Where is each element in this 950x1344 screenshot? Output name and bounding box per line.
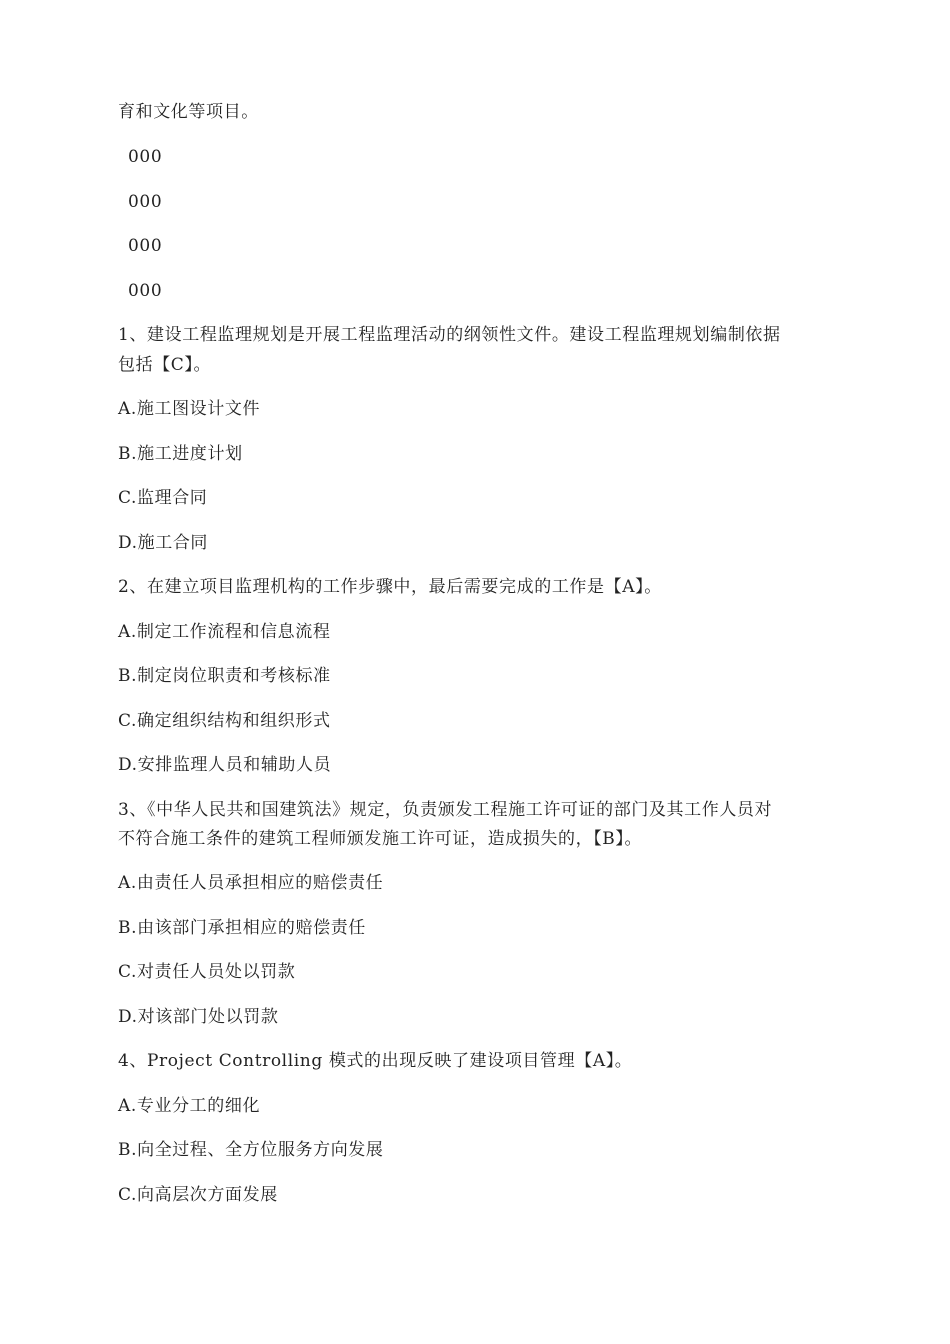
code-line: 000 xyxy=(128,281,163,301)
question-3-text-line-1: 3、《中华人民共和国建筑法》规定，负责颁发工程施工许可证的部门及其工作人员对 xyxy=(118,800,773,820)
question-1-text-line-2: 包括【C】。 xyxy=(118,355,212,375)
question-1-text-line-1: 1、建设工程监理规划是开展工程监理活动的纲领性文件。建设工程监理规划编制依据 xyxy=(118,325,781,345)
code-line: 000 xyxy=(128,147,163,167)
question-2-option-d: D.安排监理人员和辅助人员 xyxy=(118,755,332,775)
question-1-option-b: B.施工进度计划 xyxy=(118,444,243,464)
code-line: 000 xyxy=(128,236,163,256)
question-4-option-b: B.向全过程、全方位服务方向发展 xyxy=(118,1140,384,1160)
intro-continuation: 育和文化等项目。 xyxy=(118,102,259,122)
question-2-text: 2、在建立项目监理机构的工作步骤中，最后需要完成的工作是【A】。 xyxy=(118,577,662,597)
question-2-option-b: B.制定岗位职责和考核标准 xyxy=(118,666,331,686)
question-2-option-a: A.制定工作流程和信息流程 xyxy=(118,622,331,642)
question-3-option-d: D.对该部门处以罚款 xyxy=(118,1007,279,1027)
question-1-option-d: D.施工合同 xyxy=(118,533,209,553)
question-3-option-c: C.对责任人员处以罚款 xyxy=(118,962,296,982)
question-4-option-c: C.向高层次方面发展 xyxy=(118,1185,278,1205)
question-1-option-c: C.监理合同 xyxy=(118,488,208,508)
question-4-option-a: A.专业分工的细化 xyxy=(118,1096,261,1116)
question-3-text-line-2: 不符合施工条件的建筑工程师颁发施工许可证，造成损失的，【B】。 xyxy=(118,829,643,849)
question-2-option-c: C.确定组织结构和组织形式 xyxy=(118,711,331,731)
question-1-option-a: A.施工图设计文件 xyxy=(118,399,261,419)
question-4-text: 4、Project Controlling 模式的出现反映了建设项目管理【A】。 xyxy=(118,1051,633,1071)
code-line: 000 xyxy=(128,192,163,212)
question-3-option-b: B.由该部门承担相应的赔偿责任 xyxy=(118,918,366,938)
question-3-option-a: A.由责任人员承担相应的赔偿责任 xyxy=(118,873,384,893)
